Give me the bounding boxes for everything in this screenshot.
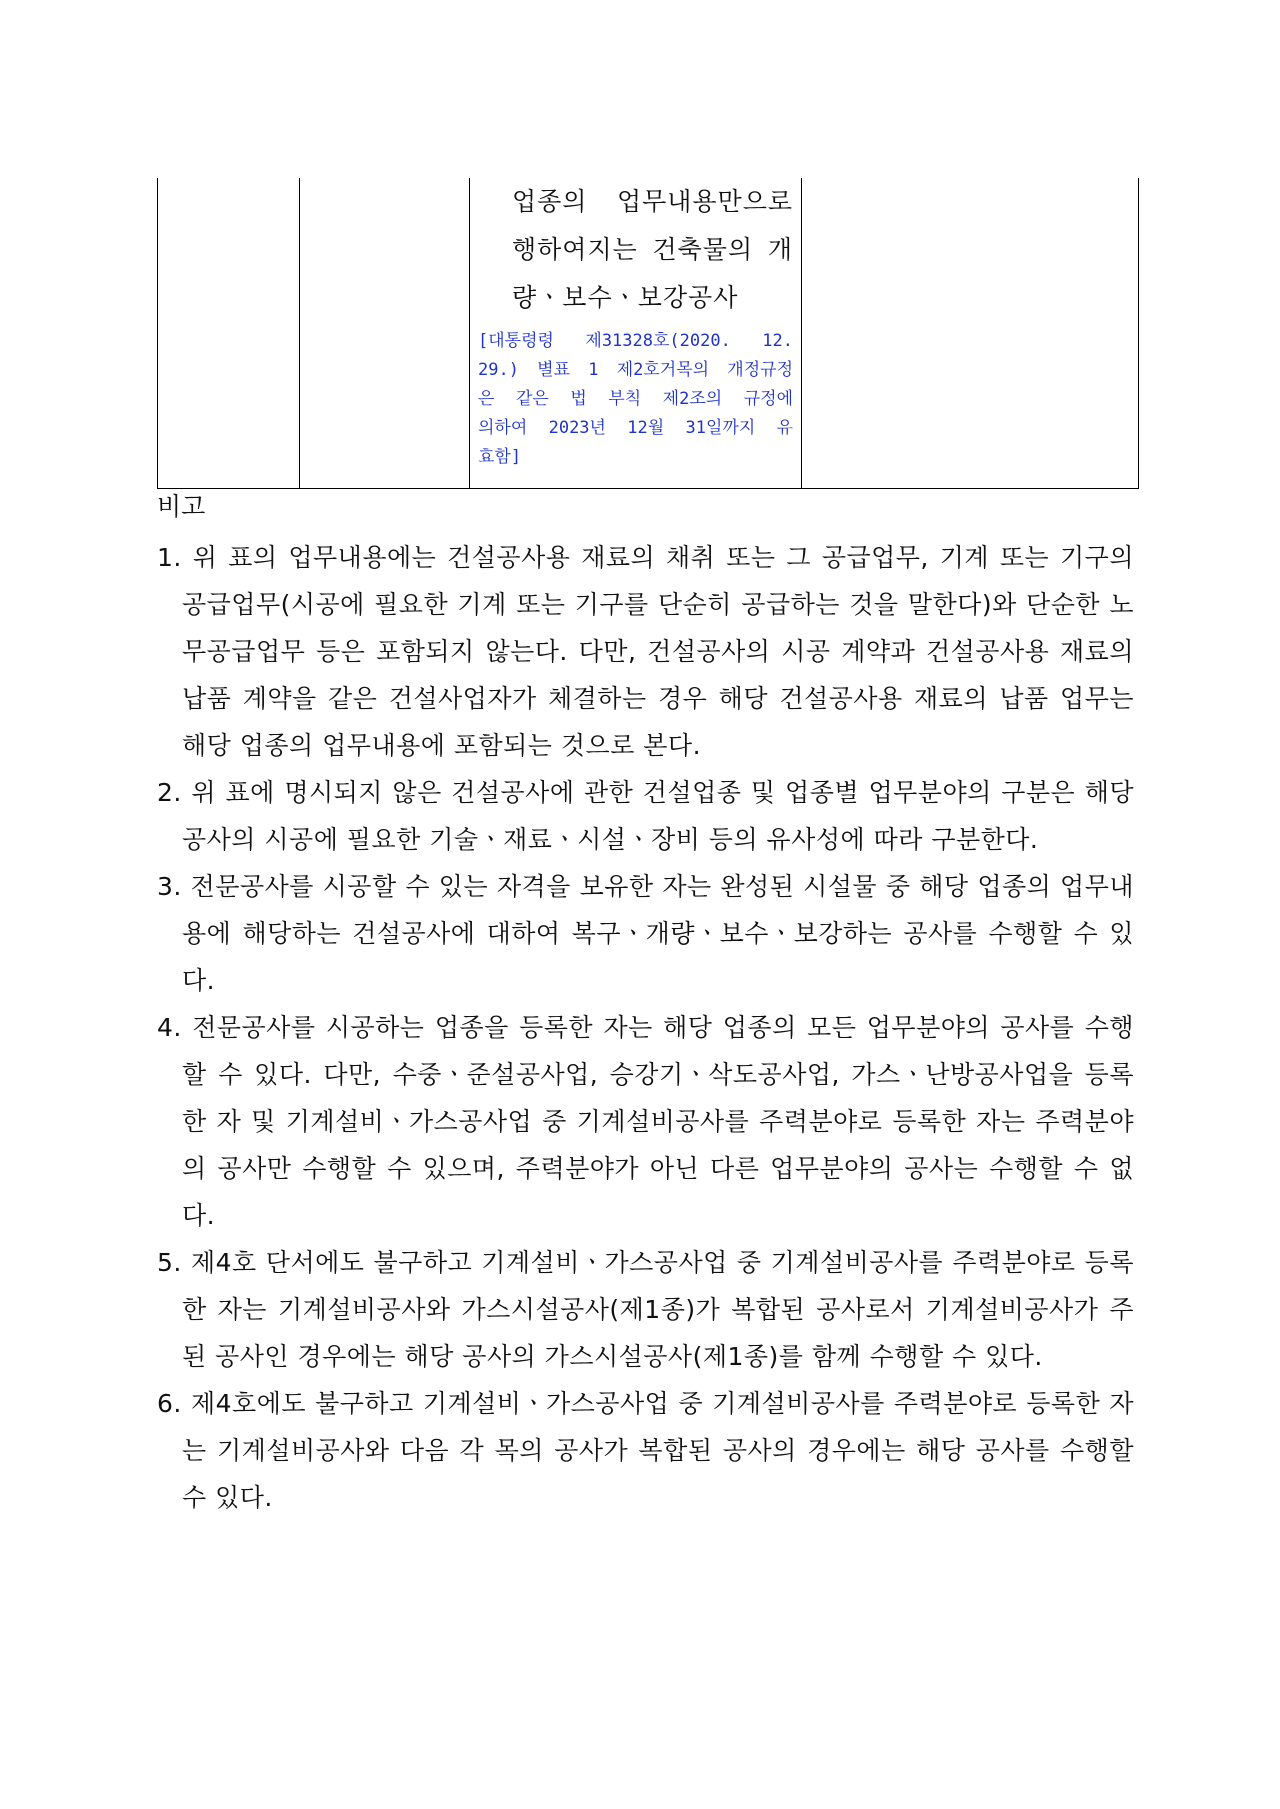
item-text: 위 표에 명시되지 않은 건설공사에 관한 건설업종 및 업종별 업무분야의 구분은 해당 공사의 시공에 필요한 기술ㆍ재료ㆍ시설ㆍ장비 등의 유사성에 따라 구분한다. bbox=[182, 778, 1134, 854]
note-line: 은 같은 법 부칙 제2조의 규정에 bbox=[478, 389, 793, 409]
table-cell-empty-1 bbox=[158, 178, 300, 489]
remarks-item bbox=[157, 1004, 1134, 1239]
cell-text bbox=[470, 178, 801, 322]
table-row bbox=[158, 178, 1139, 489]
item-text: 위 표의 업무내용에는 건설공사용 재료의 채취 또는 그 공급업무, 기계 또는 기구의 공급업무(시공에 필요한 기계 또는 기구를 단순히 공급하는 것을 말한다)와 단순한 노무공급업무 등은 포함되지 않는다. 다만, 건설공사의 시공 계약과 건설공사용 재료의 납품 계약을 같은 건설사업자가 체결하는 경우 해당 건설공사용 재료의 납품 업무는 해당 업종의 업무내용에 포함되는 것으로 본다. bbox=[182, 543, 1134, 760]
note-line: 29.) 별표 1 제2호거목의 개정규정 bbox=[478, 360, 793, 380]
note-line: 의하여 2023년 12월 31일까지 유 bbox=[478, 418, 793, 438]
cell-text-line: 량ㆍ보수ㆍ보강공사 bbox=[512, 283, 739, 312]
law-table-continuation bbox=[157, 178, 1139, 489]
note-line: 효함] bbox=[478, 447, 522, 467]
cell-text-line: 업종의 업무내용만으로 bbox=[512, 187, 793, 216]
remarks-list bbox=[157, 534, 1134, 1521]
item-text: 제4호 단서에도 불구하고 기계설비ㆍ가스공사업 중 기계설비공사를 주력분야로 등록한 자는 기계설비공사와 가스시설공사(제1종)가 복합된 공사로서 기계설비공사가 주된 공사인 경우에는 해당 공사의 가스시설공사(제1종)를 함께 수행할 수 있다. bbox=[182, 1248, 1134, 1371]
remarks-section bbox=[157, 490, 1134, 1521]
item-text: 제4호에도 불구하고 기계설비ㆍ가스공사업 중 기계설비공사를 주력분야로 등록한 자는 기계설비공사와 다음 각 목의 공사가 복합된 공사의 경우에는 해당 공사를 수행할 수 있다. bbox=[182, 1389, 1134, 1512]
note-line: [대통령령 제31328호(2020. 12. bbox=[478, 331, 793, 351]
item-number: 3. bbox=[157, 872, 182, 901]
remarks-title: 비고 bbox=[157, 492, 206, 521]
item-number: 2. bbox=[157, 778, 182, 807]
remarks-item bbox=[157, 534, 1134, 769]
cell-text-line: 행하여지는 건축물의 개 bbox=[512, 235, 793, 264]
item-number: 5. bbox=[157, 1248, 182, 1277]
item-text: 전문공사를 시공할 수 있는 자격을 보유한 자는 완성된 시설물 중 해당 업종의 업무내용에 해당하는 건설공사에 대하여 복구ㆍ개량ㆍ보수ㆍ보강하는 공사를 수행할 수 있다. bbox=[182, 872, 1134, 995]
item-number: 1. bbox=[157, 543, 182, 572]
item-number: 6. bbox=[157, 1389, 182, 1418]
table-cell-empty-4 bbox=[802, 178, 1139, 489]
remarks-item bbox=[157, 1380, 1134, 1521]
amendment-note bbox=[470, 322, 801, 472]
remarks-item bbox=[157, 769, 1134, 863]
item-number: 4. bbox=[157, 1013, 182, 1042]
table-cell-content bbox=[470, 178, 802, 489]
remarks-item bbox=[157, 1239, 1134, 1380]
item-text: 전문공사를 시공하는 업종을 등록한 자는 해당 업종의 모든 업무분야의 공사를 수행할 수 있다. 다만, 수중ㆍ준설공사업, 승강기ㆍ삭도공사업, 가스ㆍ난방공사업을 등록한 자 및 기계설비ㆍ가스공사업 중 기계설비공사를 주력분야로 등록한 자는 주력분야의 공사만 수행할 수 있으며, 주력분야가 아닌 다른 업무분야의 공사는 수행할 수 없다. bbox=[182, 1013, 1134, 1230]
remarks-item bbox=[157, 863, 1134, 1004]
table-cell-empty-2 bbox=[300, 178, 470, 489]
